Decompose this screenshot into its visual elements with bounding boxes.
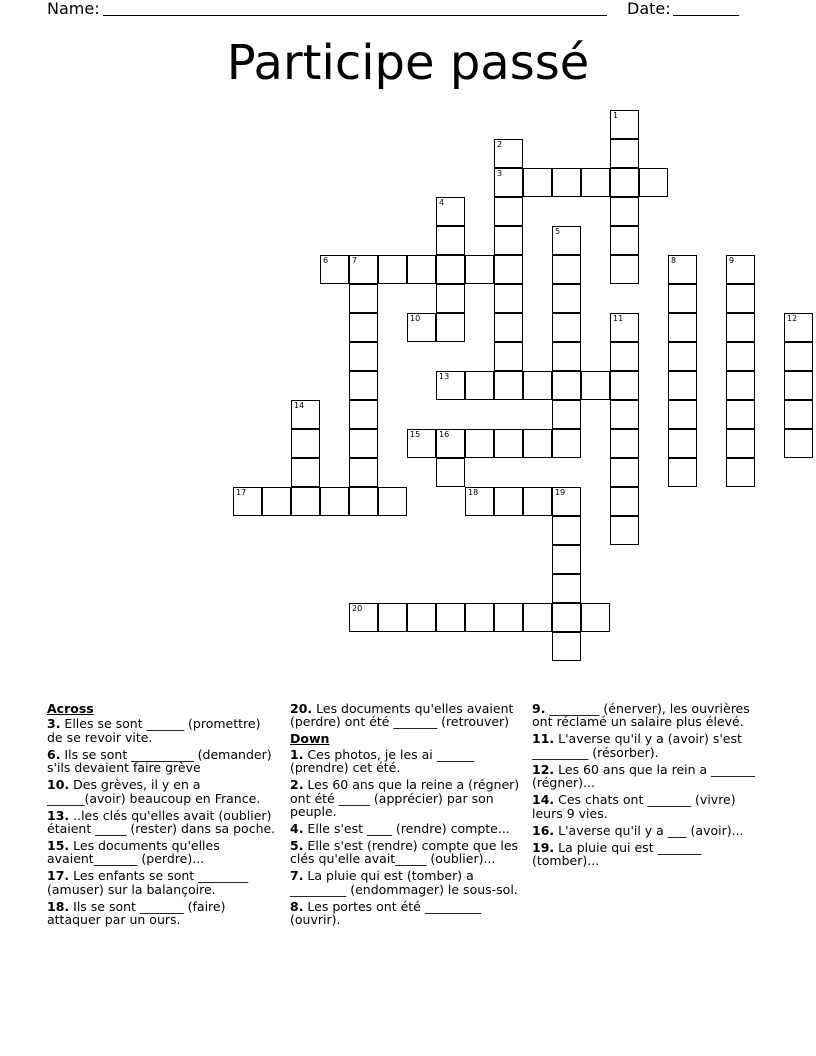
crossword-cell[interactable] — [349, 255, 378, 284]
crossword-cell[interactable] — [523, 371, 552, 400]
crossword-cell[interactable] — [668, 400, 697, 429]
crossword-cell[interactable] — [784, 400, 813, 429]
crossword-cell[interactable] — [494, 255, 523, 284]
crossword-cell[interactable] — [465, 371, 494, 400]
crossword-cell[interactable] — [668, 284, 697, 313]
clue-num: 4. — [290, 821, 304, 837]
crossword-cell[interactable] — [552, 226, 581, 255]
clue-number: 5 — [555, 227, 561, 236]
crossword-cell[interactable] — [639, 168, 668, 197]
crossword-cell[interactable] — [668, 255, 697, 284]
clue-num: 13. — [47, 807, 70, 823]
across-heading: Across — [47, 701, 94, 716]
clue — [47, 778, 279, 805]
crossword-cell[interactable] — [552, 516, 581, 545]
clue-num: 6. — [47, 746, 61, 762]
crossword-cell[interactable] — [494, 139, 523, 168]
crossword-cell[interactable] — [610, 458, 639, 487]
across-clue-list — [47, 717, 279, 926]
clue-num: 8. — [290, 898, 304, 914]
crossword-cell[interactable] — [349, 487, 378, 516]
clue-num: 18. — [47, 898, 70, 914]
crossword-cell[interactable] — [262, 487, 291, 516]
crossword-cell[interactable] — [494, 603, 523, 632]
crossword-cell[interactable] — [291, 400, 320, 429]
clue — [290, 778, 522, 818]
crossword-cell[interactable] — [552, 545, 581, 574]
clue-number: 1 — [613, 111, 619, 120]
clue-number: 15 — [410, 430, 421, 439]
clue — [532, 702, 768, 729]
crossword-cell[interactable] — [552, 284, 581, 313]
clue-text: Les 60 ans que la reine a (régner) ont été _____ (apprécier) par son peuple. — [290, 777, 520, 820]
crossword-cell[interactable] — [349, 400, 378, 429]
crossword-cell[interactable] — [668, 429, 697, 458]
clue-num: 5. — [290, 838, 304, 854]
across-clue-list-cont — [290, 702, 522, 729]
crossword-cell[interactable] — [494, 226, 523, 255]
clue-text: Ces chats ont _______ (vivre) leurs 9 vies. — [532, 792, 736, 821]
crossword-cell[interactable] — [436, 458, 465, 487]
crossword-cell[interactable] — [726, 284, 755, 313]
clue — [532, 793, 768, 820]
clue-text: L'averse qu'il y a ___ (avoir)... — [554, 822, 744, 838]
crossword-cell[interactable] — [233, 487, 262, 516]
clue-text: ________ (énerver), les ouvrières ont réclamé un salaire plus élevé. — [532, 701, 750, 730]
clue-number: 2 — [497, 140, 503, 149]
clue-number: 4 — [439, 198, 445, 207]
clue — [47, 809, 279, 836]
crossword-cell[interactable] — [436, 429, 465, 458]
clue — [290, 839, 522, 866]
crossword-cell[interactable] — [552, 400, 581, 429]
crossword-cell[interactable] — [668, 313, 697, 342]
crossword-cell[interactable] — [523, 168, 552, 197]
clue-number: 10 — [410, 314, 421, 323]
crossword-cell[interactable] — [784, 371, 813, 400]
clue-text: Les enfants se sont ________ (amuser) sur la balançoire. — [47, 868, 249, 897]
clue-num: 3. — [47, 716, 61, 732]
crossword-cell[interactable] — [320, 255, 349, 284]
crossword-cell[interactable] — [349, 284, 378, 313]
clue-number: 8 — [671, 256, 677, 265]
page-title: Participe passé — [226, 35, 590, 91]
name-label: Name: — [47, 0, 100, 18]
clue-text: Des grèves, il y en a ______(avoir) beaucoup en France. — [47, 777, 261, 806]
crossword-cell[interactable] — [407, 313, 436, 342]
crossword-cell[interactable] — [378, 603, 407, 632]
clue — [47, 839, 279, 866]
crossword-cell[interactable] — [726, 313, 755, 342]
crossword-cell[interactable] — [349, 603, 378, 632]
crossword-cell[interactable] — [610, 429, 639, 458]
crossword-cell[interactable] — [494, 487, 523, 516]
crossword-cell[interactable] — [610, 110, 639, 139]
clue-number: 7 — [352, 256, 358, 265]
crossword-cell[interactable] — [552, 313, 581, 342]
clue-number: 18 — [468, 488, 479, 497]
clue-text: Elle s'est (rendre) compte que les clés qu'elle avait_____ (oublier)... — [290, 838, 519, 867]
crossword-cell[interactable] — [436, 371, 465, 400]
crossword-cell[interactable] — [726, 429, 755, 458]
crossword-cell[interactable] — [349, 313, 378, 342]
crossword-cell[interactable] — [610, 139, 639, 168]
clue-number: 19 — [555, 488, 566, 497]
clue-number: 16 — [439, 430, 450, 439]
clue-text: Elle s'est ____ (rendre) compte... — [303, 821, 510, 837]
clue — [47, 748, 279, 775]
crossword-cell[interactable] — [726, 255, 755, 284]
down-heading: Down — [290, 731, 330, 747]
clue-text: Ils se sont __________ (demander) s'ils devaient faire grève — [47, 746, 272, 776]
crossword-cell[interactable] — [610, 255, 639, 284]
crossword-cell[interactable] — [668, 458, 697, 487]
crossword-cell[interactable] — [349, 371, 378, 400]
crossword-cell[interactable] — [552, 168, 581, 197]
crossword-cell[interactable] — [726, 458, 755, 487]
clue — [47, 869, 279, 896]
crossword-cell[interactable] — [552, 632, 581, 661]
crossword-cell[interactable] — [726, 400, 755, 429]
clue-num: 1. — [290, 746, 304, 762]
down-clue-list — [290, 748, 522, 927]
crossword-cell[interactable] — [494, 168, 523, 197]
crossword-cell[interactable] — [784, 313, 813, 342]
crossword-cell[interactable] — [349, 342, 378, 371]
crossword-cell[interactable] — [581, 603, 610, 632]
crossword-cell[interactable] — [610, 487, 639, 516]
crossword-cell[interactable] — [523, 603, 552, 632]
clues-column-1 — [47, 702, 279, 930]
clue-text: Les portes ont été _________ (ouvrir). — [290, 898, 482, 928]
clue-num: 17. — [47, 868, 70, 884]
crossword-cell[interactable] — [610, 342, 639, 371]
clue-text: Les documents qu'elles avaient (perdre) ont été _______ (retrouver) — [290, 701, 514, 730]
crossword-cell[interactable] — [436, 255, 465, 284]
crossword-cell[interactable] — [378, 255, 407, 284]
clue-num: 19. — [532, 839, 555, 855]
clue-number: 3 — [497, 169, 503, 178]
crossword-cell[interactable] — [494, 371, 523, 400]
crossword-cell[interactable] — [494, 429, 523, 458]
clue — [47, 717, 279, 744]
clue-number: 11 — [613, 314, 624, 323]
crossword-cell[interactable] — [407, 255, 436, 284]
crossword-cell[interactable] — [784, 429, 813, 458]
crossword-cell[interactable] — [349, 429, 378, 458]
crossword-cell[interactable] — [581, 168, 610, 197]
crossword-cell[interactable] — [610, 226, 639, 255]
crossword-cell[interactable] — [494, 342, 523, 371]
crossword-cell[interactable] — [436, 313, 465, 342]
crossword-cell[interactable] — [407, 429, 436, 458]
clue-text: La pluie qui est _______ (tomber)... — [532, 839, 702, 869]
clue — [290, 869, 522, 896]
clue — [532, 824, 768, 837]
crossword-cell[interactable] — [552, 603, 581, 632]
crossword-cell[interactable] — [552, 342, 581, 371]
crossword-cell[interactable] — [726, 342, 755, 371]
clue-text: Les 60 ans que la rein a _______ (régner)... — [532, 761, 755, 791]
clue-num: 16. — [532, 822, 555, 838]
clue — [532, 763, 768, 790]
clue — [290, 900, 522, 927]
crossword-cell[interactable] — [523, 429, 552, 458]
clue-num: 2. — [290, 777, 304, 793]
crossword-cell[interactable] — [349, 458, 378, 487]
clue-number: 13 — [439, 372, 450, 381]
crossword-cell[interactable] — [610, 371, 639, 400]
clue-text: ..les clés qu'elles avait (oublier) étaient _____ (rester) dans sa poche. — [47, 807, 276, 837]
date-label: Date: — [627, 0, 671, 18]
crossword-cell[interactable] — [436, 226, 465, 255]
crossword-cell[interactable] — [552, 255, 581, 284]
clues-column-2 — [290, 702, 522, 930]
clue — [532, 841, 768, 868]
clue — [290, 748, 522, 775]
clue-text: Ces photos, je les ai ______ (prendre) cet été. — [290, 746, 475, 776]
crossword-cell[interactable] — [523, 487, 552, 516]
clue-num: 20. — [290, 701, 313, 716]
crossword-cell[interactable] — [436, 284, 465, 313]
clue-num: 11. — [532, 731, 555, 747]
crossword-cell[interactable] — [291, 429, 320, 458]
clue-number: 20 — [352, 604, 363, 613]
clue-number: 9 — [729, 256, 735, 265]
crossword-cell[interactable] — [610, 197, 639, 226]
crossword-cell[interactable] — [494, 313, 523, 342]
clue-number: 6 — [323, 256, 329, 265]
clue-text: Ils se sont _______ (faire) attaquer par un ours. — [47, 898, 226, 928]
crossword-cell[interactable] — [465, 429, 494, 458]
crossword-cell[interactable] — [320, 487, 349, 516]
crossword-cell[interactable] — [610, 400, 639, 429]
crossword-cell[interactable] — [291, 458, 320, 487]
crossword-cell[interactable] — [494, 197, 523, 226]
crossword-cell[interactable] — [784, 342, 813, 371]
clue-number: 17 — [236, 488, 247, 497]
clue-num: 15. — [47, 838, 70, 854]
clue — [290, 822, 522, 835]
crossword-cell[interactable] — [668, 342, 697, 371]
clue-num: 12. — [532, 761, 555, 777]
clue — [532, 732, 768, 759]
clue-text: Les documents qu'elles avaient_______ (perdre)... — [47, 838, 220, 867]
clue-text: La pluie qui est (tomber) a _________ (endommager) le sous-sol. — [290, 868, 518, 897]
crossword-cell[interactable] — [436, 197, 465, 226]
crossword-cell[interactable] — [552, 429, 581, 458]
clue-num: 14. — [532, 792, 555, 808]
crossword-cell[interactable] — [552, 574, 581, 603]
crossword-cell[interactable] — [465, 603, 494, 632]
crossword-cell[interactable] — [552, 371, 581, 400]
clue-number: 12 — [787, 314, 798, 323]
crossword-cell[interactable] — [581, 371, 610, 400]
crossword-cell[interactable] — [494, 284, 523, 313]
crossword-cell[interactable] — [465, 255, 494, 284]
clue-num: 7. — [290, 868, 304, 884]
clue-number: 14 — [294, 401, 305, 410]
crossword-cell[interactable] — [436, 603, 465, 632]
crossword-cell[interactable] — [610, 516, 639, 545]
clues-column-3 — [532, 702, 768, 871]
crossword-cell[interactable] — [726, 371, 755, 400]
crossword-cell[interactable] — [465, 487, 494, 516]
crossword-cell[interactable] — [378, 487, 407, 516]
clue-num: 10. — [47, 777, 70, 793]
crossword-cell[interactable] — [407, 603, 436, 632]
clue-num: 9. — [532, 701, 546, 716]
clue — [47, 900, 279, 927]
clue-text: L'averse qu'il y a (avoir) s'est _________ (résorber). — [532, 731, 742, 760]
crossword-cell[interactable] — [610, 313, 639, 342]
down-clue-list-cont — [532, 702, 768, 867]
clue-text: Elles se sont ______ (promettre) de se revoir vite. — [47, 716, 261, 745]
crossword-cell[interactable] — [552, 487, 581, 516]
crossword-cell[interactable] — [291, 487, 320, 516]
crossword-cell[interactable] — [668, 371, 697, 400]
clue — [290, 702, 522, 729]
crossword-cell[interactable] — [610, 168, 639, 197]
